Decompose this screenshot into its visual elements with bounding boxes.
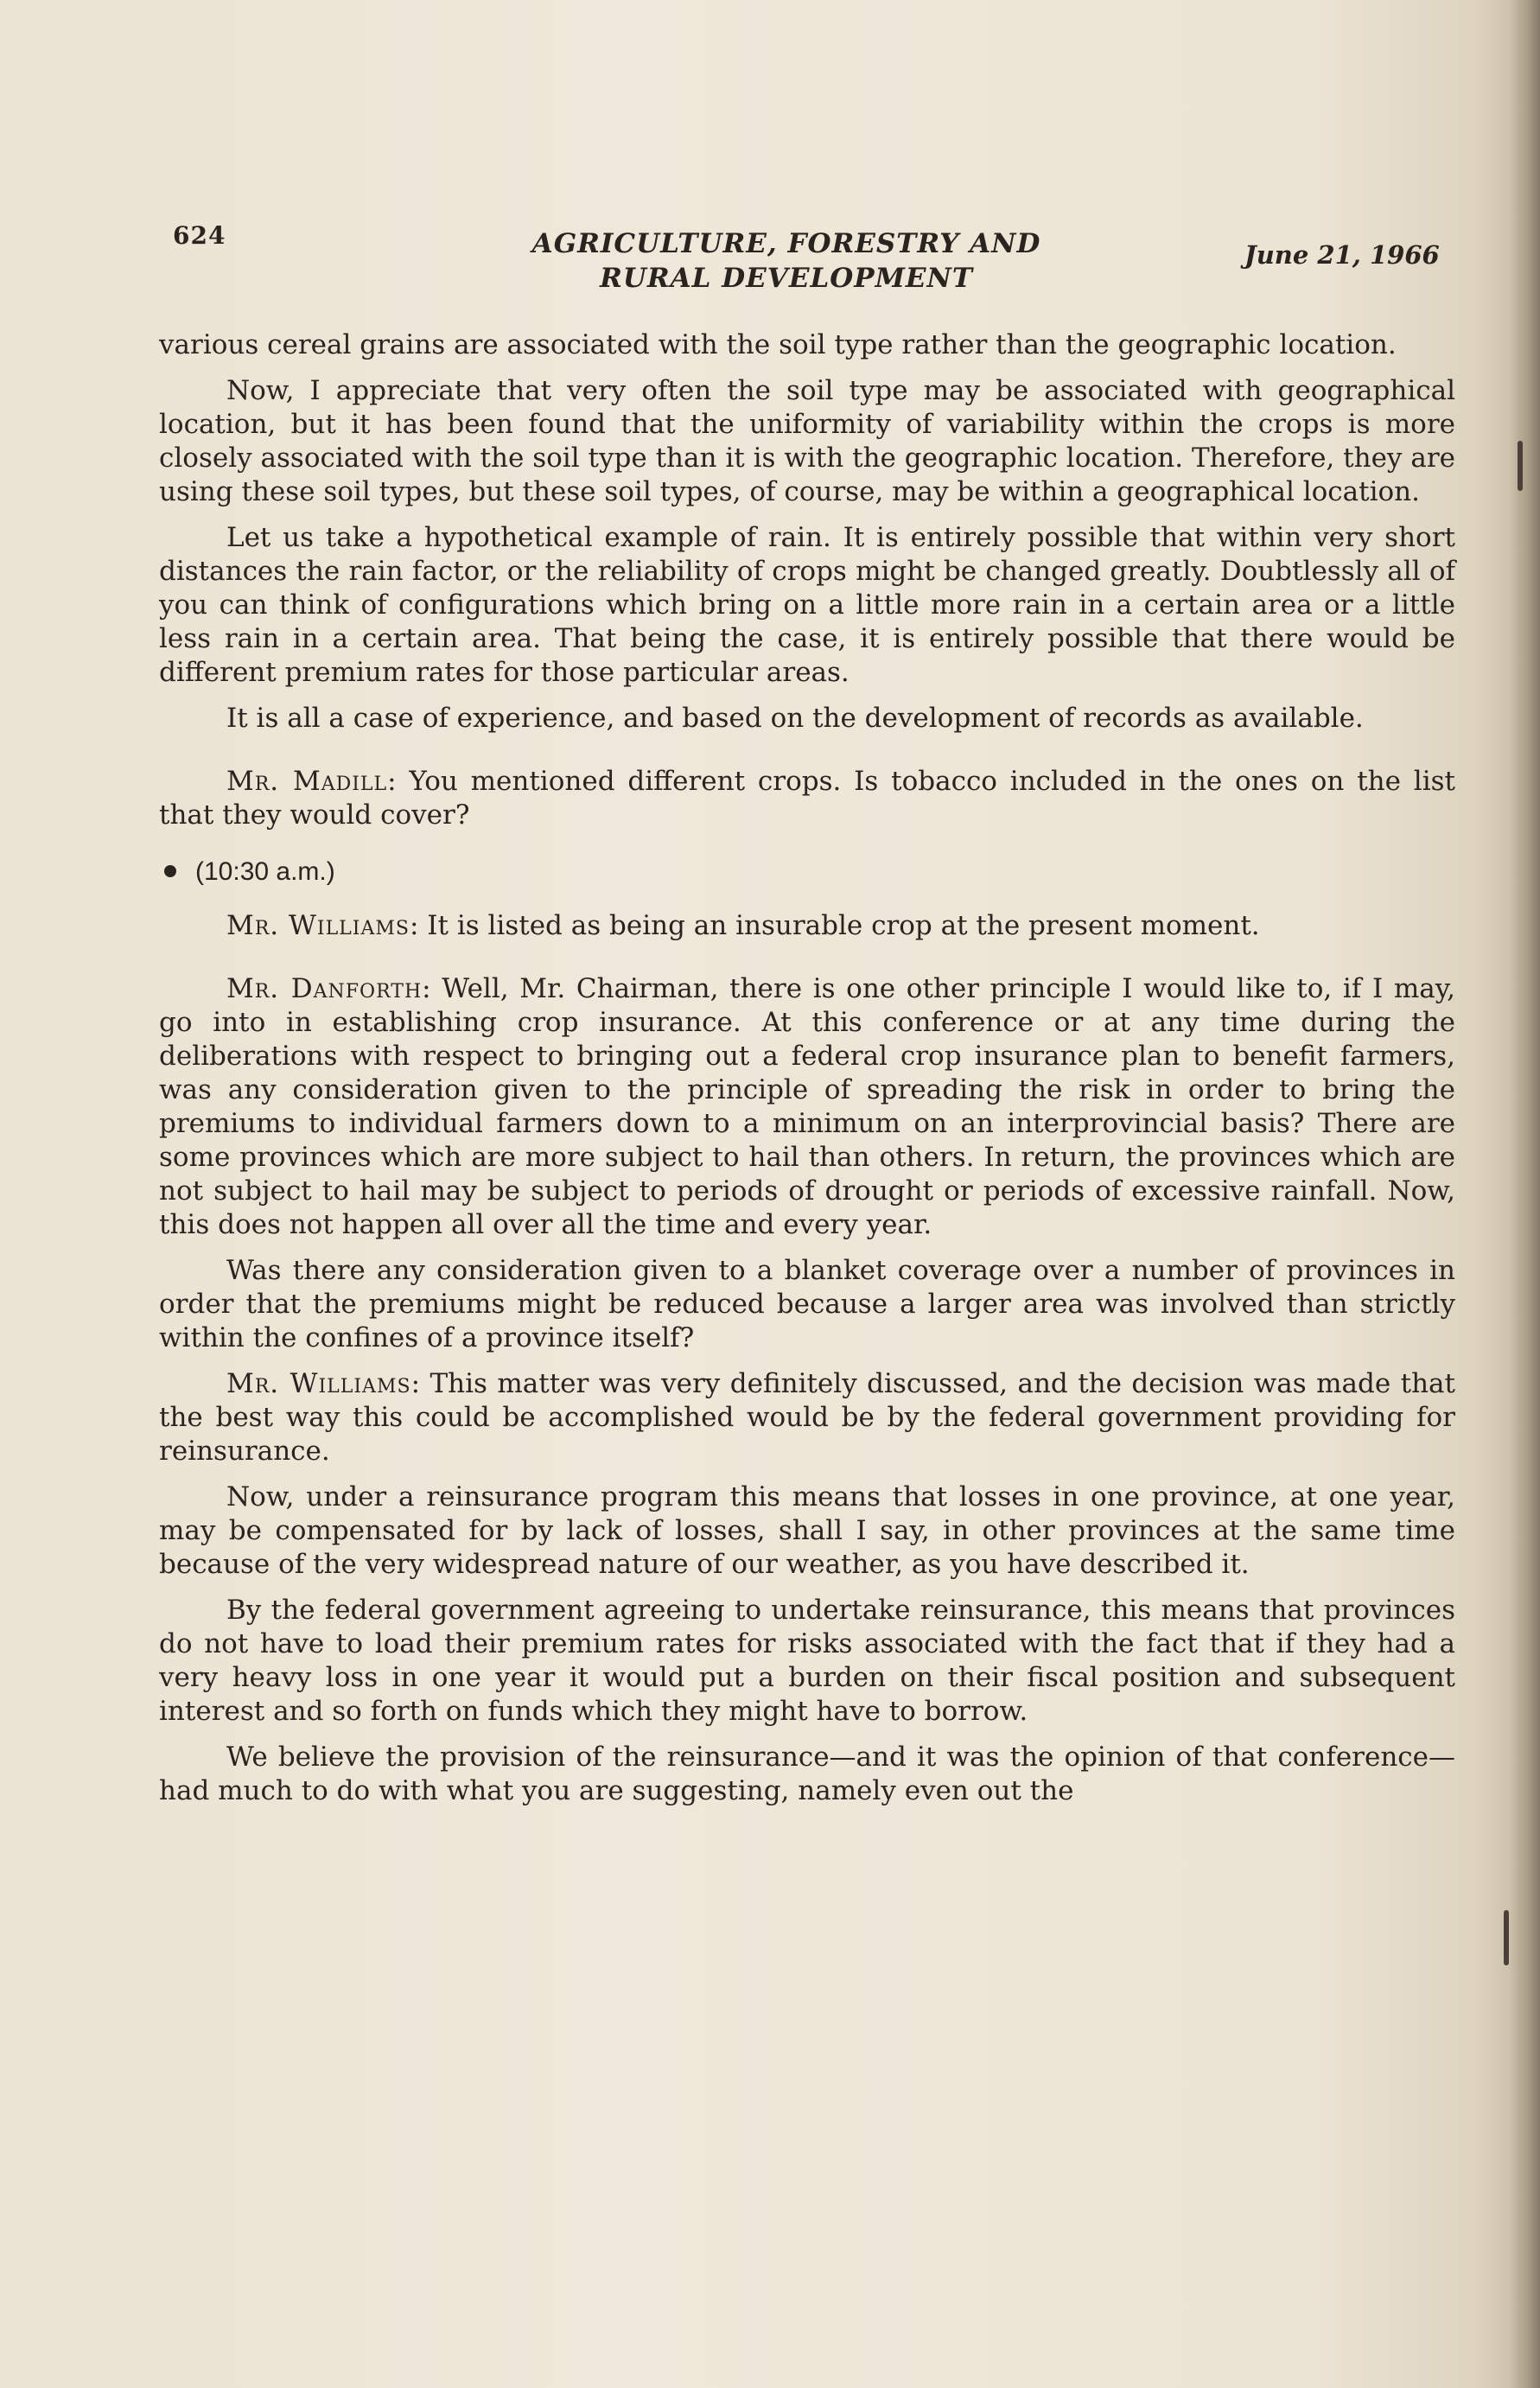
- margin-mark: [1518, 441, 1523, 491]
- speech-text: You mentioned different crops. Is tobacco included in the ones on the list that they would cover?: [159, 766, 1455, 831]
- speech-paragraph: Mr. Danforth: Well, Mr. Chairman, there is one other principle I would like to, if I may, go into in establishing crop insurance. At this conference or at any time during the deliberations with respect to bringing out a federal crop insurance plan to benefit farmers, was any consideration given to the principle of spreading the risk in order to bring the premiums to individual farmers down to a minimum on an interprovincial basis? There are some provinces which are more subject to hail than others. In return, the provinces which are not subject to hail may be subject to periods of drought or periods of excessive rainfall. Now, this does not happen all over all the time and every year.: [159, 973, 1455, 1240]
- timestamp: [159, 855, 1455, 888]
- speech-text: It is listed as being an insurable crop at the present moment.: [427, 910, 1260, 941]
- speech-paragraph: Mr. Williams: This matter was very definitely discussed, and the decision was made that the best way this could be accomplished would be by the federal government providing for reinsurance.: [159, 1368, 1455, 1467]
- speech-text: This matter was very definitely discussed, and the decision was made that the best way this could be accomplished would be by the federal government providing for reinsurance.: [159, 1368, 1455, 1467]
- bullet-icon: [164, 865, 176, 877]
- speaker-name: Mr. Williams: [226, 910, 410, 941]
- paragraph: Now, under a reinsurance program this means that losses in one province, at one year, may be compensated for by lack of losses, shall I say, in other provinces at the same time because of the very widespread nature of our weather, as you have described it.: [159, 1481, 1455, 1580]
- speech-text: Well, Mr. Chairman, there is one other principle I would like to, if I may, go into in establishing crop insurance. At this conference or at any time during the deliberations with respect to bringing out a federal crop insurance plan to benefit farmers, was any consideration given to the principle of spreading the risk in order to bring the premiums to individual farmers down to a minimum on an interprovincial basis? There are some provinces which are more subject to hail than others. In return, the provinces which are not subject to hail may be subject to periods of drought or periods of excessive rainfall. Now, this does not happen all over all the time and every year.: [159, 973, 1455, 1240]
- running-title: [484, 226, 1089, 296]
- speech-paragraph: Mr. Williams: It is listed as being an insurable crop at the present moment.: [226, 910, 1260, 941]
- page-header: [0, 216, 1540, 302]
- running-title-line-2: RURAL DEVELOPMENT: [600, 263, 973, 294]
- paragraph: various cereal grains are associated with the soil type rather than the geographic location.: [159, 329, 1397, 360]
- paragraph: Was there any consideration given to a blanket coverage over a number of provinces in order that the premiums might be reduced because a larger area was involved than strictly within the confines of a province itself?: [159, 1255, 1455, 1353]
- paragraph: Now, I appreciate that very often the soil type may be associated with geographical location, but it has been found that the uniformity of variability within the crops is more closely associated with the soil type than it is with the geographic location. Therefore, they are using these soil types, but these soil types, of course, may be within a geographical location.: [159, 375, 1455, 507]
- speaker-name: Mr. Madill: [226, 766, 388, 797]
- paragraph: We believe the provision of the reinsurance—and it was the opinion of that conference—had much to do with what you are suggesting, namely even out the: [159, 1742, 1455, 1806]
- speaker-name: Mr. Williams: [226, 1368, 411, 1399]
- page-edge-shadow: [1509, 0, 1540, 2388]
- speaker-name: Mr. Danforth: [226, 973, 423, 1004]
- speech-paragraph: Mr. Madill: You mentioned different crops. Is tobacco included in the ones on the list that they would cover?: [159, 766, 1455, 831]
- page-number: 624: [173, 221, 226, 250]
- running-title-line-1: AGRICULTURE, FORESTRY AND: [531, 228, 1041, 259]
- margin-mark: [1504, 1910, 1509, 1965]
- paragraph: It is all a case of experience, and based on the development of records as available.: [226, 703, 1364, 734]
- paragraph: By the federal government agreeing to undertake reinsurance, this means that provinces do not have to load their premium rates for risks associated with the fact that if they had a very heavy loss in one year it would put a burden on their fiscal position and subsequent interest and so forth on funds which they might have to borrow.: [159, 1595, 1455, 1727]
- body-text: [159, 328, 1455, 1820]
- paragraph: Let us take a hypothetical example of rain. It is entirely possible that within very short distances the rain factor, or the reliability of crops might be changed greatly. Doubtlessly all of you can think of configurations which bring on a little more rain in a certain area or a little less rain in a certain area. That being the case, it is entirely possible that there would be different premium rates for those particular areas.: [159, 522, 1455, 688]
- header-date: June 21, 1966: [1244, 240, 1440, 270]
- timestamp-text: (10:30 a.m.): [195, 857, 335, 886]
